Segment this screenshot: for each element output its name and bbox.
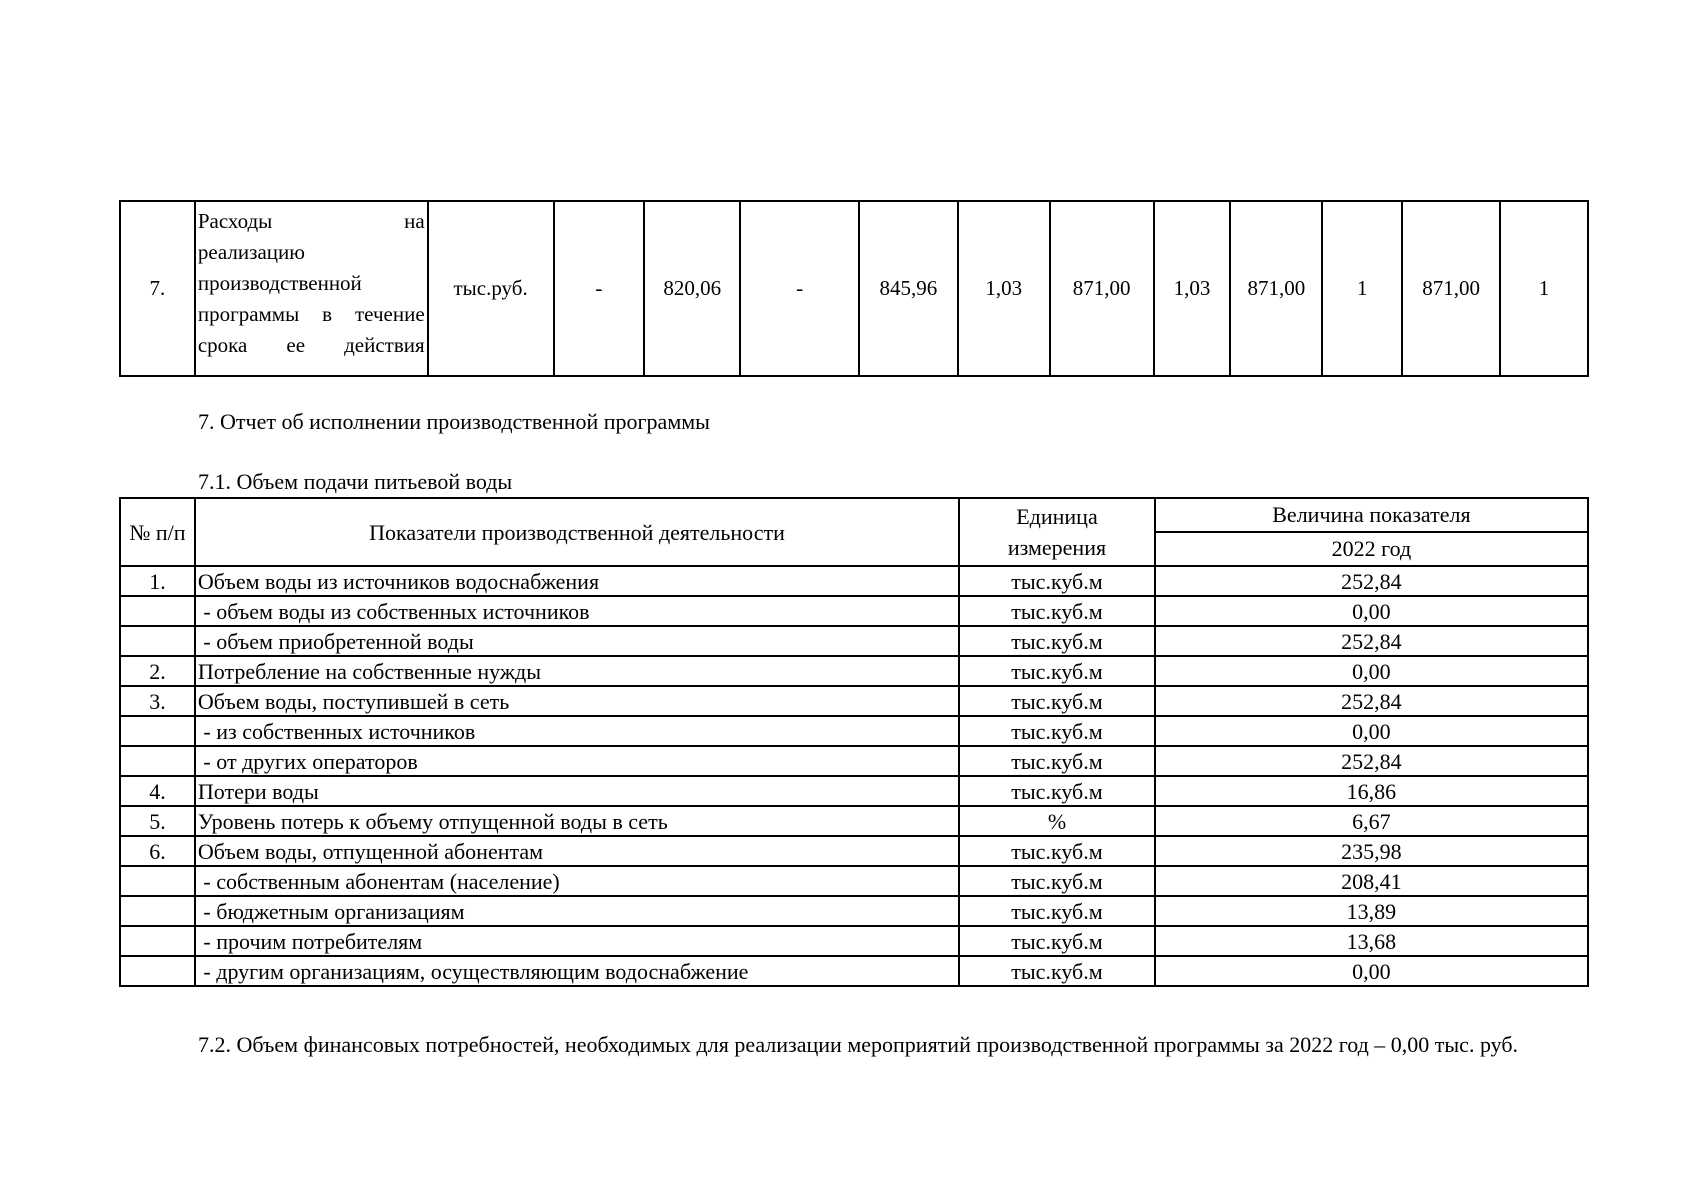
section-title: 7. Отчет об исполнении производственной программы xyxy=(198,409,710,434)
table-row xyxy=(120,866,1588,896)
row-value: 6,67 xyxy=(1155,806,1588,836)
table-row xyxy=(120,746,1588,776)
row-unit: тыс.куб.м xyxy=(959,596,1155,626)
value-cell: - xyxy=(554,201,645,376)
value-cell: 871,00 xyxy=(1050,201,1154,376)
table-row xyxy=(120,566,1588,596)
row-value: 13,89 xyxy=(1155,896,1588,926)
row-indicator: - объем воды из собственных источников xyxy=(195,596,959,626)
row-indicator: - прочим потребителям xyxy=(195,926,959,956)
table-row xyxy=(120,686,1588,716)
row-description xyxy=(195,201,428,376)
row-indicator: - другим организациям, осуществляющим водоснабжение xyxy=(195,956,959,986)
row-number xyxy=(120,716,195,746)
row-value: 0,00 xyxy=(1155,956,1588,986)
table-row xyxy=(120,596,1588,626)
row-number: 5. xyxy=(120,806,195,836)
table-row xyxy=(120,926,1588,956)
value-cell: 1,03 xyxy=(958,201,1050,376)
row-number: 6. xyxy=(120,836,195,866)
row-number xyxy=(120,596,195,626)
row-indicator: Потери воды xyxy=(195,776,959,806)
row-value: 235,98 xyxy=(1155,836,1588,866)
row-indicator: Уровень потерь к объему отпущенной воды в сеть xyxy=(195,806,959,836)
value-cell: 871,00 xyxy=(1402,201,1500,376)
row-unit: тыс.куб.м xyxy=(959,686,1155,716)
row-unit: тыс.руб. xyxy=(428,201,554,376)
row-value: 252,84 xyxy=(1155,746,1588,776)
row-value: 16,86 xyxy=(1155,776,1588,806)
row-indicator: - собственным абонентам (население) xyxy=(195,866,959,896)
row-number: 1. xyxy=(120,566,195,596)
description-line: срока ее действия xyxy=(197,333,425,357)
value-cell: 1 xyxy=(1322,201,1402,376)
row-number xyxy=(120,896,195,926)
row-value: 252,84 xyxy=(1155,686,1588,716)
row-unit: тыс.куб.м xyxy=(959,716,1155,746)
financial-needs-paragraph: 7.2. Объем финансовых потребностей, необходимых для реализации мероприятий производственной программы за 2022 год – 0,00 тыс. руб. xyxy=(198,1032,1519,1057)
description-line: программы в течение xyxy=(197,302,425,326)
expenses-table xyxy=(119,200,1589,377)
row-number xyxy=(120,956,195,986)
row-indicator: - бюджетным организациям xyxy=(195,896,959,926)
row-value: 0,00 xyxy=(1155,596,1588,626)
row-indicator: - объем приобретенной воды xyxy=(195,626,959,656)
row-unit: тыс.куб.м xyxy=(959,896,1155,926)
header-value-group: Величина показателя xyxy=(1155,498,1588,532)
table-row xyxy=(120,626,1588,656)
row-indicator: Потребление на собственные нужды xyxy=(195,656,959,686)
table-row xyxy=(120,716,1588,746)
table-row xyxy=(120,776,1588,806)
table-row xyxy=(120,956,1588,986)
row-number xyxy=(120,866,195,896)
table-row xyxy=(120,201,1588,376)
table-row xyxy=(120,656,1588,686)
row-value: 252,84 xyxy=(1155,626,1588,656)
row-unit: тыс.куб.м xyxy=(959,866,1155,896)
row-number: 2. xyxy=(120,656,195,686)
row-value: 252,84 xyxy=(1155,566,1588,596)
table-body xyxy=(120,566,1588,986)
table-row xyxy=(120,806,1588,836)
row-number xyxy=(120,626,195,656)
row-indicator: Объем воды, поступившей в сеть xyxy=(195,686,959,716)
row-indicator: Объем воды из источников водоснабжения xyxy=(195,566,959,596)
row-value: 0,00 xyxy=(1155,716,1588,746)
description-line: реализацию xyxy=(197,240,305,264)
description-line: Расходы на xyxy=(197,209,425,233)
value-cell: 820,06 xyxy=(644,201,740,376)
table-header-row xyxy=(120,498,1588,532)
row-unit: тыс.куб.м xyxy=(959,776,1155,806)
value-cell: 1,03 xyxy=(1154,201,1231,376)
value-cell: 845,96 xyxy=(859,201,958,376)
row-value: 13,68 xyxy=(1155,926,1588,956)
header-unit: Единица измерения xyxy=(959,498,1155,566)
header-number: № п/п xyxy=(120,498,195,566)
description-line: производственной xyxy=(197,271,362,295)
header-indicator: Показатели производственной деятельности xyxy=(195,498,959,566)
table-row xyxy=(120,896,1588,926)
value-cell: 1 xyxy=(1500,201,1588,376)
table-row xyxy=(120,836,1588,866)
row-unit: тыс.куб.м xyxy=(959,656,1155,686)
row-indicator: Объем воды, отпущенной абонентам xyxy=(195,836,959,866)
row-unit: тыс.куб.м xyxy=(959,626,1155,656)
row-number xyxy=(120,746,195,776)
row-unit: тыс.куб.м xyxy=(959,956,1155,986)
row-unit: тыс.куб.м xyxy=(959,836,1155,866)
row-value: 0,00 xyxy=(1155,656,1588,686)
row-unit: тыс.куб.м xyxy=(959,746,1155,776)
value-cell: - xyxy=(740,201,859,376)
row-number: 3. xyxy=(120,686,195,716)
subsection-title: 7.1. Объем подачи питьевой воды xyxy=(198,469,513,494)
row-unit: тыс.куб.м xyxy=(959,566,1155,596)
water-supply-table xyxy=(119,497,1589,987)
header-year: 2022 год xyxy=(1155,532,1588,566)
row-value: 208,41 xyxy=(1155,866,1588,896)
row-unit: % xyxy=(959,806,1155,836)
row-unit: тыс.куб.м xyxy=(959,926,1155,956)
row-number: 7. xyxy=(120,201,195,376)
row-number: 4. xyxy=(120,776,195,806)
row-indicator: - из собственных источников xyxy=(195,716,959,746)
value-cell: 871,00 xyxy=(1230,201,1322,376)
row-indicator: - от других операторов xyxy=(195,746,959,776)
row-number xyxy=(120,926,195,956)
